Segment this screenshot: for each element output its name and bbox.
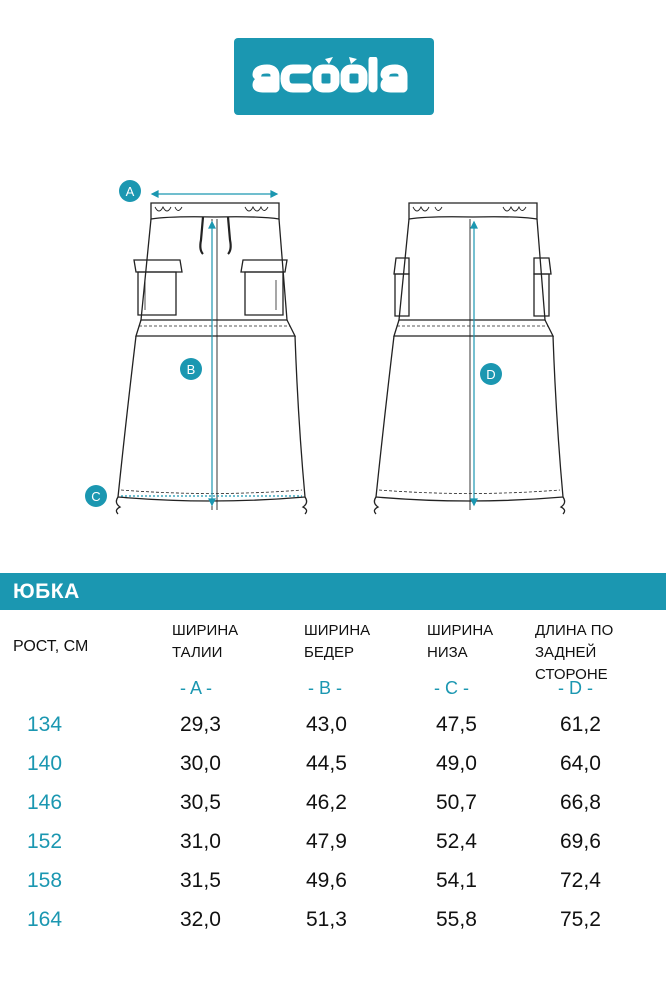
height-column-header: РОСТ, СМ	[13, 638, 89, 655]
svg-text:D: D	[486, 367, 496, 382]
waist-cell: 32,0	[180, 908, 221, 931]
skirt-technical-drawing	[0, 160, 666, 530]
column-letter-a: - A -	[180, 678, 213, 698]
hem-width-header	[427, 620, 493, 664]
header-line: ШИРИНА	[304, 622, 371, 639]
length-cell: 69,6	[560, 830, 601, 853]
header-line: ТАЛИИ	[172, 644, 223, 661]
height-cell: 164	[27, 908, 63, 931]
back-length-header	[535, 620, 666, 686]
svg-text:C: C	[91, 489, 101, 504]
hip-cell: 49,6	[306, 869, 347, 892]
waist-cell: 31,5	[180, 869, 221, 892]
waist-cell: 30,0	[180, 752, 221, 775]
hip-cell: 46,2	[306, 791, 347, 814]
header-line: ЗАДНЕЙ СТОРОНЕ	[535, 644, 608, 683]
hem-cell: 49,0	[436, 752, 477, 775]
length-cell: 72,4	[560, 869, 601, 892]
height-cell: 152	[27, 830, 63, 853]
length-cell: 64,0	[560, 752, 601, 775]
hem-cell: 55,8	[436, 908, 477, 931]
length-cell: 66,8	[560, 791, 601, 814]
hem-cell: 50,7	[436, 791, 477, 814]
length-cell: 75,2	[560, 908, 601, 931]
table-row	[0, 869, 666, 899]
hip-cell: 44,5	[306, 752, 347, 775]
height-cell: 146	[27, 791, 63, 814]
column-letter-d: - D -	[558, 678, 593, 698]
header-line: БЕДЕР	[304, 644, 355, 661]
waist-cell: 31,0	[180, 830, 221, 853]
section-title-band	[0, 573, 666, 610]
length-cell: 61,2	[560, 713, 601, 736]
label-d	[480, 363, 502, 385]
header-line: ШИРИНА	[427, 622, 494, 639]
hem-cell: 47,5	[436, 713, 477, 736]
header-line: НИЗА	[427, 644, 468, 661]
height-cell: 158	[27, 869, 63, 892]
waist-width-header	[172, 620, 238, 664]
label-b	[180, 358, 202, 380]
hip-cell: 51,3	[306, 908, 347, 931]
header-line: ДЛИНА ПО	[535, 622, 614, 639]
hip-cell: 47,9	[306, 830, 347, 853]
table-row	[0, 713, 666, 743]
height-cell: 140	[27, 752, 63, 775]
brand-logo	[234, 38, 434, 115]
skirt-back-view	[374, 203, 564, 514]
column-letter-c: - C -	[434, 678, 469, 698]
label-c	[85, 485, 107, 507]
waist-cell: 30,5	[180, 791, 221, 814]
height-cell: 134	[27, 713, 63, 736]
svg-text:B: B	[186, 362, 196, 377]
header-line: ШИРИНА	[172, 622, 239, 639]
hip-width-header	[304, 620, 370, 664]
waist-cell: 29,3	[180, 713, 221, 736]
hem-cell: 52,4	[436, 830, 477, 853]
column-letter-b: - B -	[308, 678, 342, 698]
table-row	[0, 791, 666, 821]
table-row	[0, 752, 666, 782]
hip-cell: 43,0	[306, 713, 347, 736]
table-row	[0, 830, 666, 860]
label-a	[119, 180, 141, 202]
svg-text:A: A	[125, 184, 135, 199]
brand-logo-wordmark	[249, 57, 419, 97]
table-row	[0, 908, 666, 938]
section-title: ЮБКА	[13, 580, 80, 603]
hem-cell: 54,1	[436, 869, 477, 892]
